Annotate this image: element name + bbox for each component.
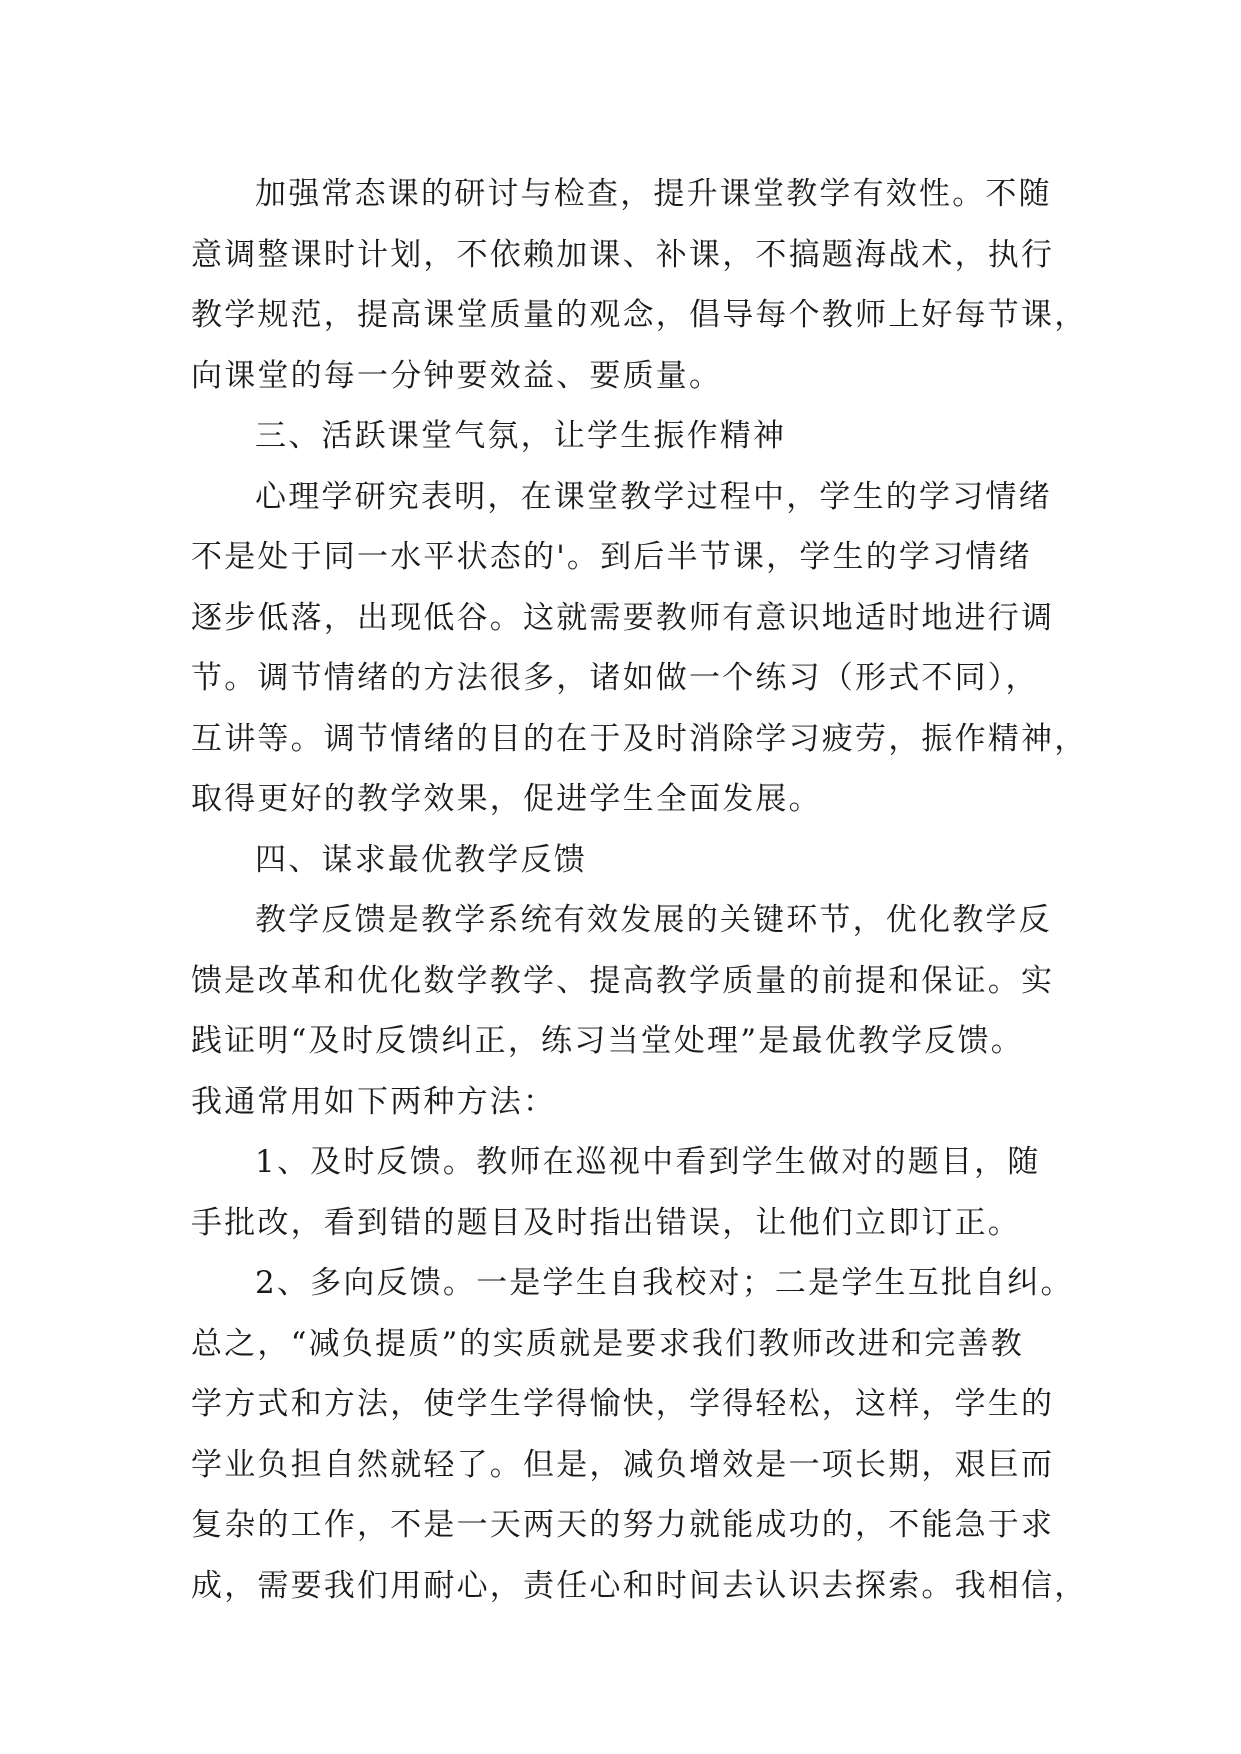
text-line: 加强常态课的研讨与检查，提升课堂教学有效性。不随 bbox=[255, 176, 1052, 212]
text-line: 馈是改革和优化数学教学、提高教学质量的前提和保证。实 bbox=[191, 962, 1055, 999]
text-line: 学方式和方法，使学生学得愉快，学得轻松，这样，学生的 bbox=[191, 1386, 1055, 1422]
text-line: 教学反馈是教学系统有效发展的关键环节，优化教学反 bbox=[255, 902, 1052, 938]
text-line: 总之，“减负提质”的实质就是要求我们教师改进和完善教 bbox=[191, 1325, 1024, 1362]
text-line: 节。调节情绪的方法很多，诸如做一个练习（形式不同）， bbox=[191, 660, 1039, 696]
text-line: 取得更好的教学效果，促进学生全面发展。 bbox=[191, 781, 822, 817]
document-body bbox=[191, 164, 1091, 1616]
text-line: 逐步低落，出现低谷。这就需要教师有意识地适时地进行调 bbox=[191, 599, 1055, 636]
text-line: 不是处于同一水平状态的'。到后半节课，学生的学习情绪 bbox=[191, 539, 1032, 575]
text-line: 向课堂的每一分钟要效益、要质量。 bbox=[191, 357, 723, 394]
text-line: 学业负担自然就轻了。但是，减负增效是一项长期，艰巨而 bbox=[191, 1446, 1055, 1483]
text-line: 心理学研究表明，在课堂教学过程中，学生的学习情绪 bbox=[255, 478, 1052, 515]
text-line: 1、及时反馈。教师在巡视中看到学生做对的题目，随 bbox=[255, 1144, 1041, 1180]
text-line: 教学规范，提高课堂质量的观念，倡导每个教师上好每节课， bbox=[191, 297, 1088, 333]
text-line: 我通常用如下两种方法： bbox=[191, 1083, 557, 1120]
text-line: 互讲等。调节情绪的目的在于及时消除学习疲劳，振作精神， bbox=[191, 720, 1088, 757]
text-line: 成，需要我们用耐心，责任心和时间去认识去探索。我相信， bbox=[191, 1567, 1088, 1604]
text-line: 复杂的工作，不是一天两天的努力就能成功的，不能急于求 bbox=[191, 1507, 1055, 1543]
text-line: 意调整课时计划，不依赖加课、补课，不搞题海战术，执行 bbox=[191, 236, 1055, 273]
text-line: 四、谋求最优教学反馈 bbox=[255, 841, 587, 878]
text-line: 践证明“及时反馈纠正，练习当堂处理”是最优教学反馈。 bbox=[191, 1023, 1024, 1059]
text-line: 手批改，看到错的题目及时指出错误，让他们立即订正。 bbox=[191, 1204, 1021, 1241]
text-line: 2、多向反馈。一是学生自我校对；二是学生互批自纠。 bbox=[255, 1265, 1074, 1301]
text-line: 三、活跃课堂气氛，让学生振作精神 bbox=[255, 418, 787, 454]
